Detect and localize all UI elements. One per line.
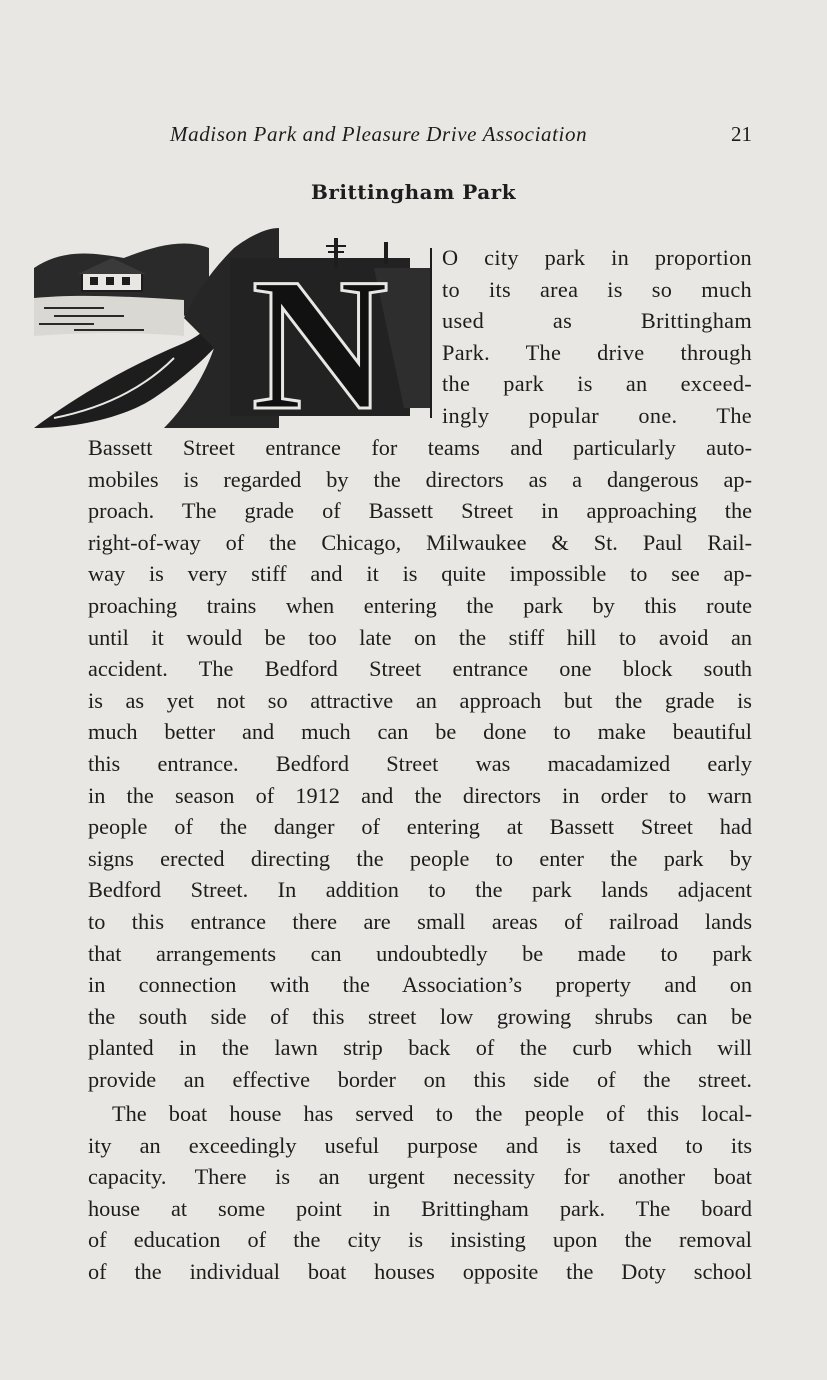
text-line: proaching trains when entering the park by this route xyxy=(88,592,752,618)
section-heading: Brittingham Park xyxy=(310,180,517,204)
text-line: that arrangements can undoubtedly be made to park xyxy=(88,940,752,966)
text-line: proach. The grade of Bassett Street in approaching the xyxy=(88,498,752,524)
text-line: accident. The Bedford Street entrance one block south xyxy=(88,656,752,682)
text-line: to its area is so much xyxy=(442,276,752,302)
text-line: The boat house has served to the people of this local- xyxy=(112,1101,752,1126)
text-line: Bassett Street entrance for teams and particularly auto- xyxy=(88,435,752,460)
text-line: is as yet not so attractive an approach but the grade is xyxy=(88,687,752,713)
text-line: the south side of this street low growing shrubs can be xyxy=(88,1003,752,1029)
text-line: until it would be too late on the stiff hill to avoid an xyxy=(88,624,752,650)
text-line: capacity. There is an urgent necessity for another boat xyxy=(88,1164,752,1190)
text-line: in connection with the Association’s property and on xyxy=(88,972,752,998)
text-line: planted in the lawn strip back of the curb which will xyxy=(88,1035,752,1061)
text-line: of education of the city is insisting upon the removal xyxy=(88,1227,752,1253)
text-line: much better and much can be done to make beautiful xyxy=(88,719,752,745)
text-line: mobiles is regarded by the directors as a dangerous ap- xyxy=(88,466,752,492)
text-line: of the individual boat houses opposite the Doty school xyxy=(88,1258,752,1284)
text-line: house at some point in Brittingham park. The board xyxy=(88,1195,752,1221)
text-line: used as Brittingham xyxy=(442,308,752,334)
text-line: way is very stiff and it is quite impossible to see ap- xyxy=(88,561,752,587)
text-line: this entrance. Bedford Street was macadamized early xyxy=(88,750,752,776)
text-line: Park. The drive through xyxy=(442,339,752,365)
text-line: provide an effective border on this side of the street. xyxy=(88,1066,752,1092)
text-line: ity an exceedingly useful purpose and is taxed to its xyxy=(88,1132,752,1158)
page-number: 21 xyxy=(731,122,752,146)
text-line: the park is an exceed- xyxy=(442,371,752,397)
text-line: people of the danger of entering at Bassett Street had xyxy=(88,814,752,840)
drop-cap-letter: N xyxy=(251,240,389,428)
drop-cap-adjacent-text xyxy=(442,242,752,432)
paragraph-2 xyxy=(88,1098,752,1288)
text-line: to this entrance there are small areas of railroad lands xyxy=(88,908,752,934)
text-line: O city park in proportion xyxy=(442,245,752,270)
page-header xyxy=(88,122,752,152)
text-line: signs erected directing the people to enter the park by xyxy=(88,845,752,871)
paragraph-1 xyxy=(88,432,752,1095)
text-line: Bedford Street. In addition to the park lands adjacent xyxy=(88,877,752,903)
text-line: ingly popular one. The xyxy=(442,402,752,428)
running-title: Madison Park and Pleasure Drive Association xyxy=(170,122,588,146)
text-line: in the season of 1912 and the directors in order to warn xyxy=(88,782,752,808)
illustrated-drop-cap xyxy=(34,228,432,428)
text-line: right-of-way of the Chicago, Milwaukee & St. Paul Rail- xyxy=(88,529,752,555)
